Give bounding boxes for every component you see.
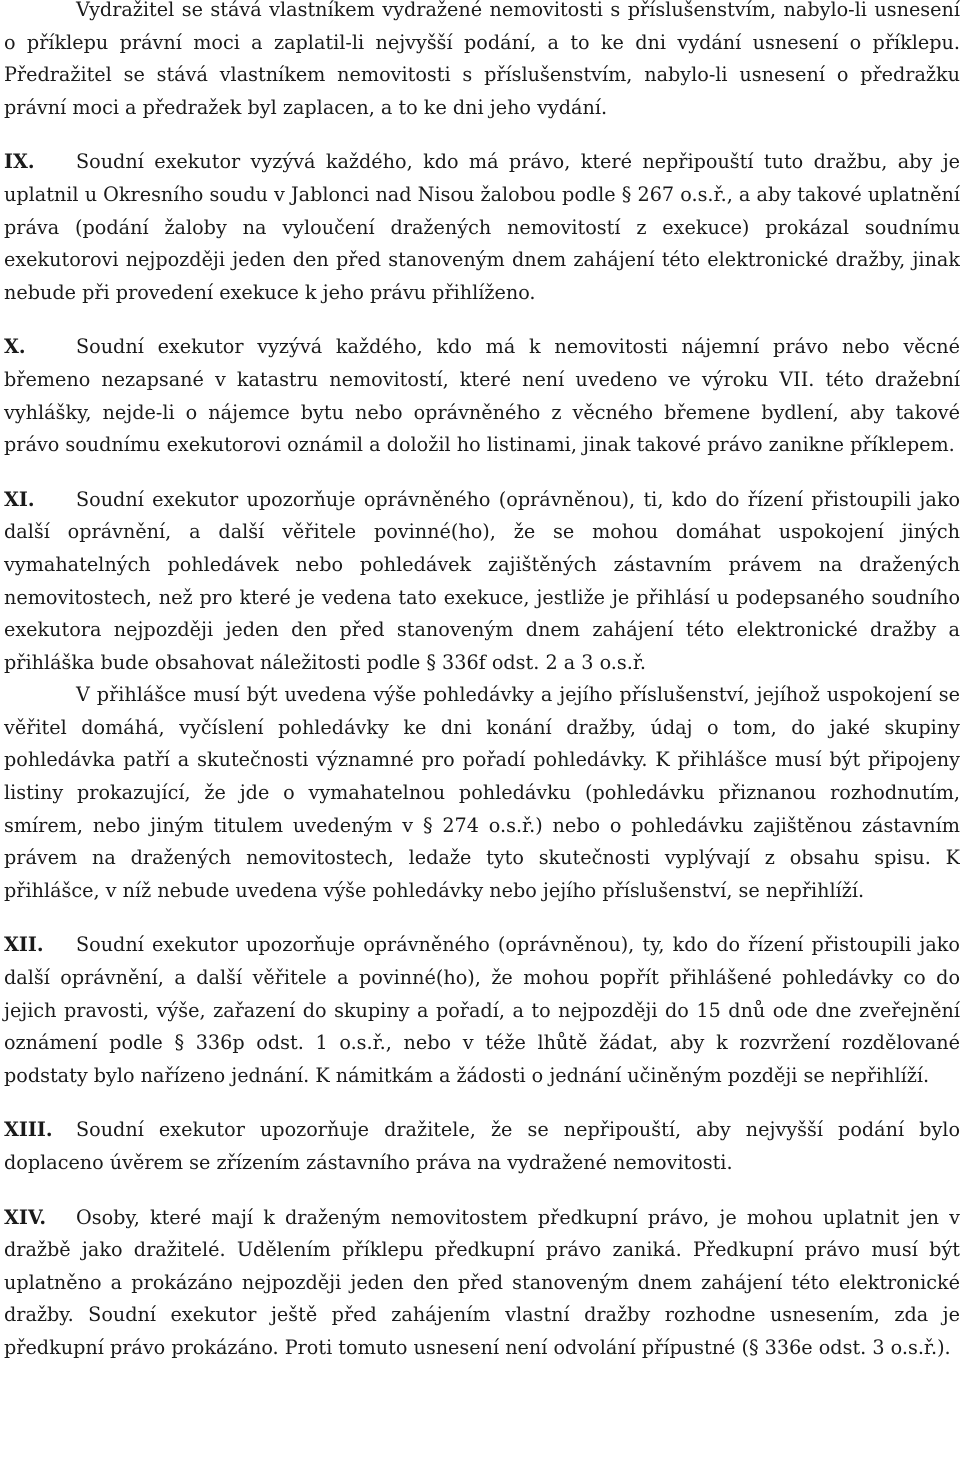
section-xiv [4, 1202, 960, 1365]
section-text: Soudní exekutor upozorňuje oprávněného (oprávněnou), ti, kdo do řízení přistoupili jako další oprávnění, a další věřitele povinné(ho), že se mohou domáhat uspokojení jiných vymahatelných pohledávek nebo pohledávek zajištěných zástavním právem na dražených nemovitostech, než pro které je vedena tato exekuce, jestliže je přihlásí u podepsaného soudního exekutora nejpozději jeden den před stanoveným dnem zahájení této elektronické dražby a přihláška bude obsahovat náležitosti podle § 336f odst. 2 a 3 o.s.ř. [4, 487, 960, 674]
section-number: X. [4, 335, 26, 359]
intro-paragraph: Vydražitel se stává vlastníkem vydražené nemovitosti s příslušenstvím, nabylo-li usnesení o příklepu právní moci a zaplatil-li nejvyšší podání, a to ke dni vydání usnesení o příklepu. Předražitel se stává vlastníkem nemovitosti s příslušenstvím, nabylo-li usnesení o předražku právní moci a předražek byl zaplacen, a to ke dni jeho vydání. [4, 0, 960, 119]
section-xiii [4, 1114, 960, 1179]
section-text: Osoby, které mají k draženým nemovitostem předkupní právo, je mohou uplatnit jen v dražbě jako dražitelé. Udělením příklepu předkupní právo zaniká. Předkupní právo musí být uplatněno a prokázáno nejpozději jeden den před stanoveným dnem zahájení této elektronické dražby. Soudní exekutor ještě před zahájením vlastní dražby rozhodne usnesením, zda je předkupní právo prokázáno. Proti tomuto usnesení není odvolání přípustné (§ 336e odst. 3 o.s.ř.). [4, 1205, 960, 1359]
section-x [4, 331, 960, 461]
section-number: IX. [4, 150, 35, 174]
section-number: XII. [4, 933, 44, 957]
section-xii [4, 929, 960, 1092]
section-text: Soudní exekutor upozorňuje oprávněného (oprávněnou), ty, kdo do řízení přistoupili jako další oprávnění, a další věřitele a povinné(ho), že mohou popřít přihlášené pohledávky co do jejich pravosti, výše, zařazení do skupiny a pořadí, a to nejpozději do 15 dnů ode dne zveřejnění oznámení podle § 336p odst. 1 o.s.ř., nebo v téže lhůtě žádat, aby k rozvržení rozdělované podstaty bylo nařízeno jednání. K námitkám a žádosti o jednání učiněným později se nepřihlíží. [4, 933, 960, 1087]
section-text: Soudní exekutor vyzývá každého, kdo má k nemovitosti nájemní právo nebo věcné břemeno nezapsané v katastru nemovitostí, které není uvedeno ve výroku VII. této dražební vyhlášky, nejde-li o nájemce bytu nebo oprávněného z věcného břemene bydlení, aby takové právo soudnímu exekutorovi oznámil a doložil ho listinami, jinak takové právo zanikne příklepem. [4, 335, 960, 457]
section-text: Soudní exekutor vyzývá každého, kdo má právo, které nepřipouští tuto dražbu, aby je uplatnil u Okresního soudu v Jablonci nad Nisou žalobou podle § 267 o.s.ř., a aby takové uplatnění práva (podání žaloby na vyloučení dražených nemovitostí z exekuce) prokázal soudnímu exekutorovi nejpozději jeden den před stanoveným dnem zahájení této elektronické dražby, jinak nebude při provedení exekuce k jeho právu přihlíženo. [4, 150, 960, 304]
section-ix [4, 146, 960, 309]
section-text: Soudní exekutor upozorňuje dražitele, že se nepřipouští, aby nejvyšší podání bylo doplaceno úvěrem se zřízením zástavního práva na vydražené nemovitosti. [4, 1118, 960, 1174]
section-number: XI. [4, 487, 35, 511]
section-number: XIV. [4, 1205, 47, 1229]
section-xi-continuation: V přihlášce musí být uvedena výše pohledávky a jejího příslušenství, jejíhož uspokojení se věřitel domáhá, vyčíslení pohledávky ke dni konání dražby, údaj o tom, do jaké skupiny pohledávka patří a skutečnosti významné pro pořadí pohledávky. K přihlášce musí být připojeny listiny prokazující, že jde o vymahatelnou pohledávku (pohledávku přiznanou rozhodnutím, smírem, nebo jiným titulem uvedeným v § 274 o.s.ř.) nebo o pohledávku zajištěnou zástavním právem na dražených nemovitostech, ledaže tyto skutečnosti vyplývají z obsahu spisu. K přihlášce, v níž nebude uvedena výše pohledávky nebo jejího příslušenství, se nepřihlíží. [4, 683, 960, 902]
section-xi [4, 484, 960, 680]
section-number: XIII. [4, 1118, 53, 1142]
